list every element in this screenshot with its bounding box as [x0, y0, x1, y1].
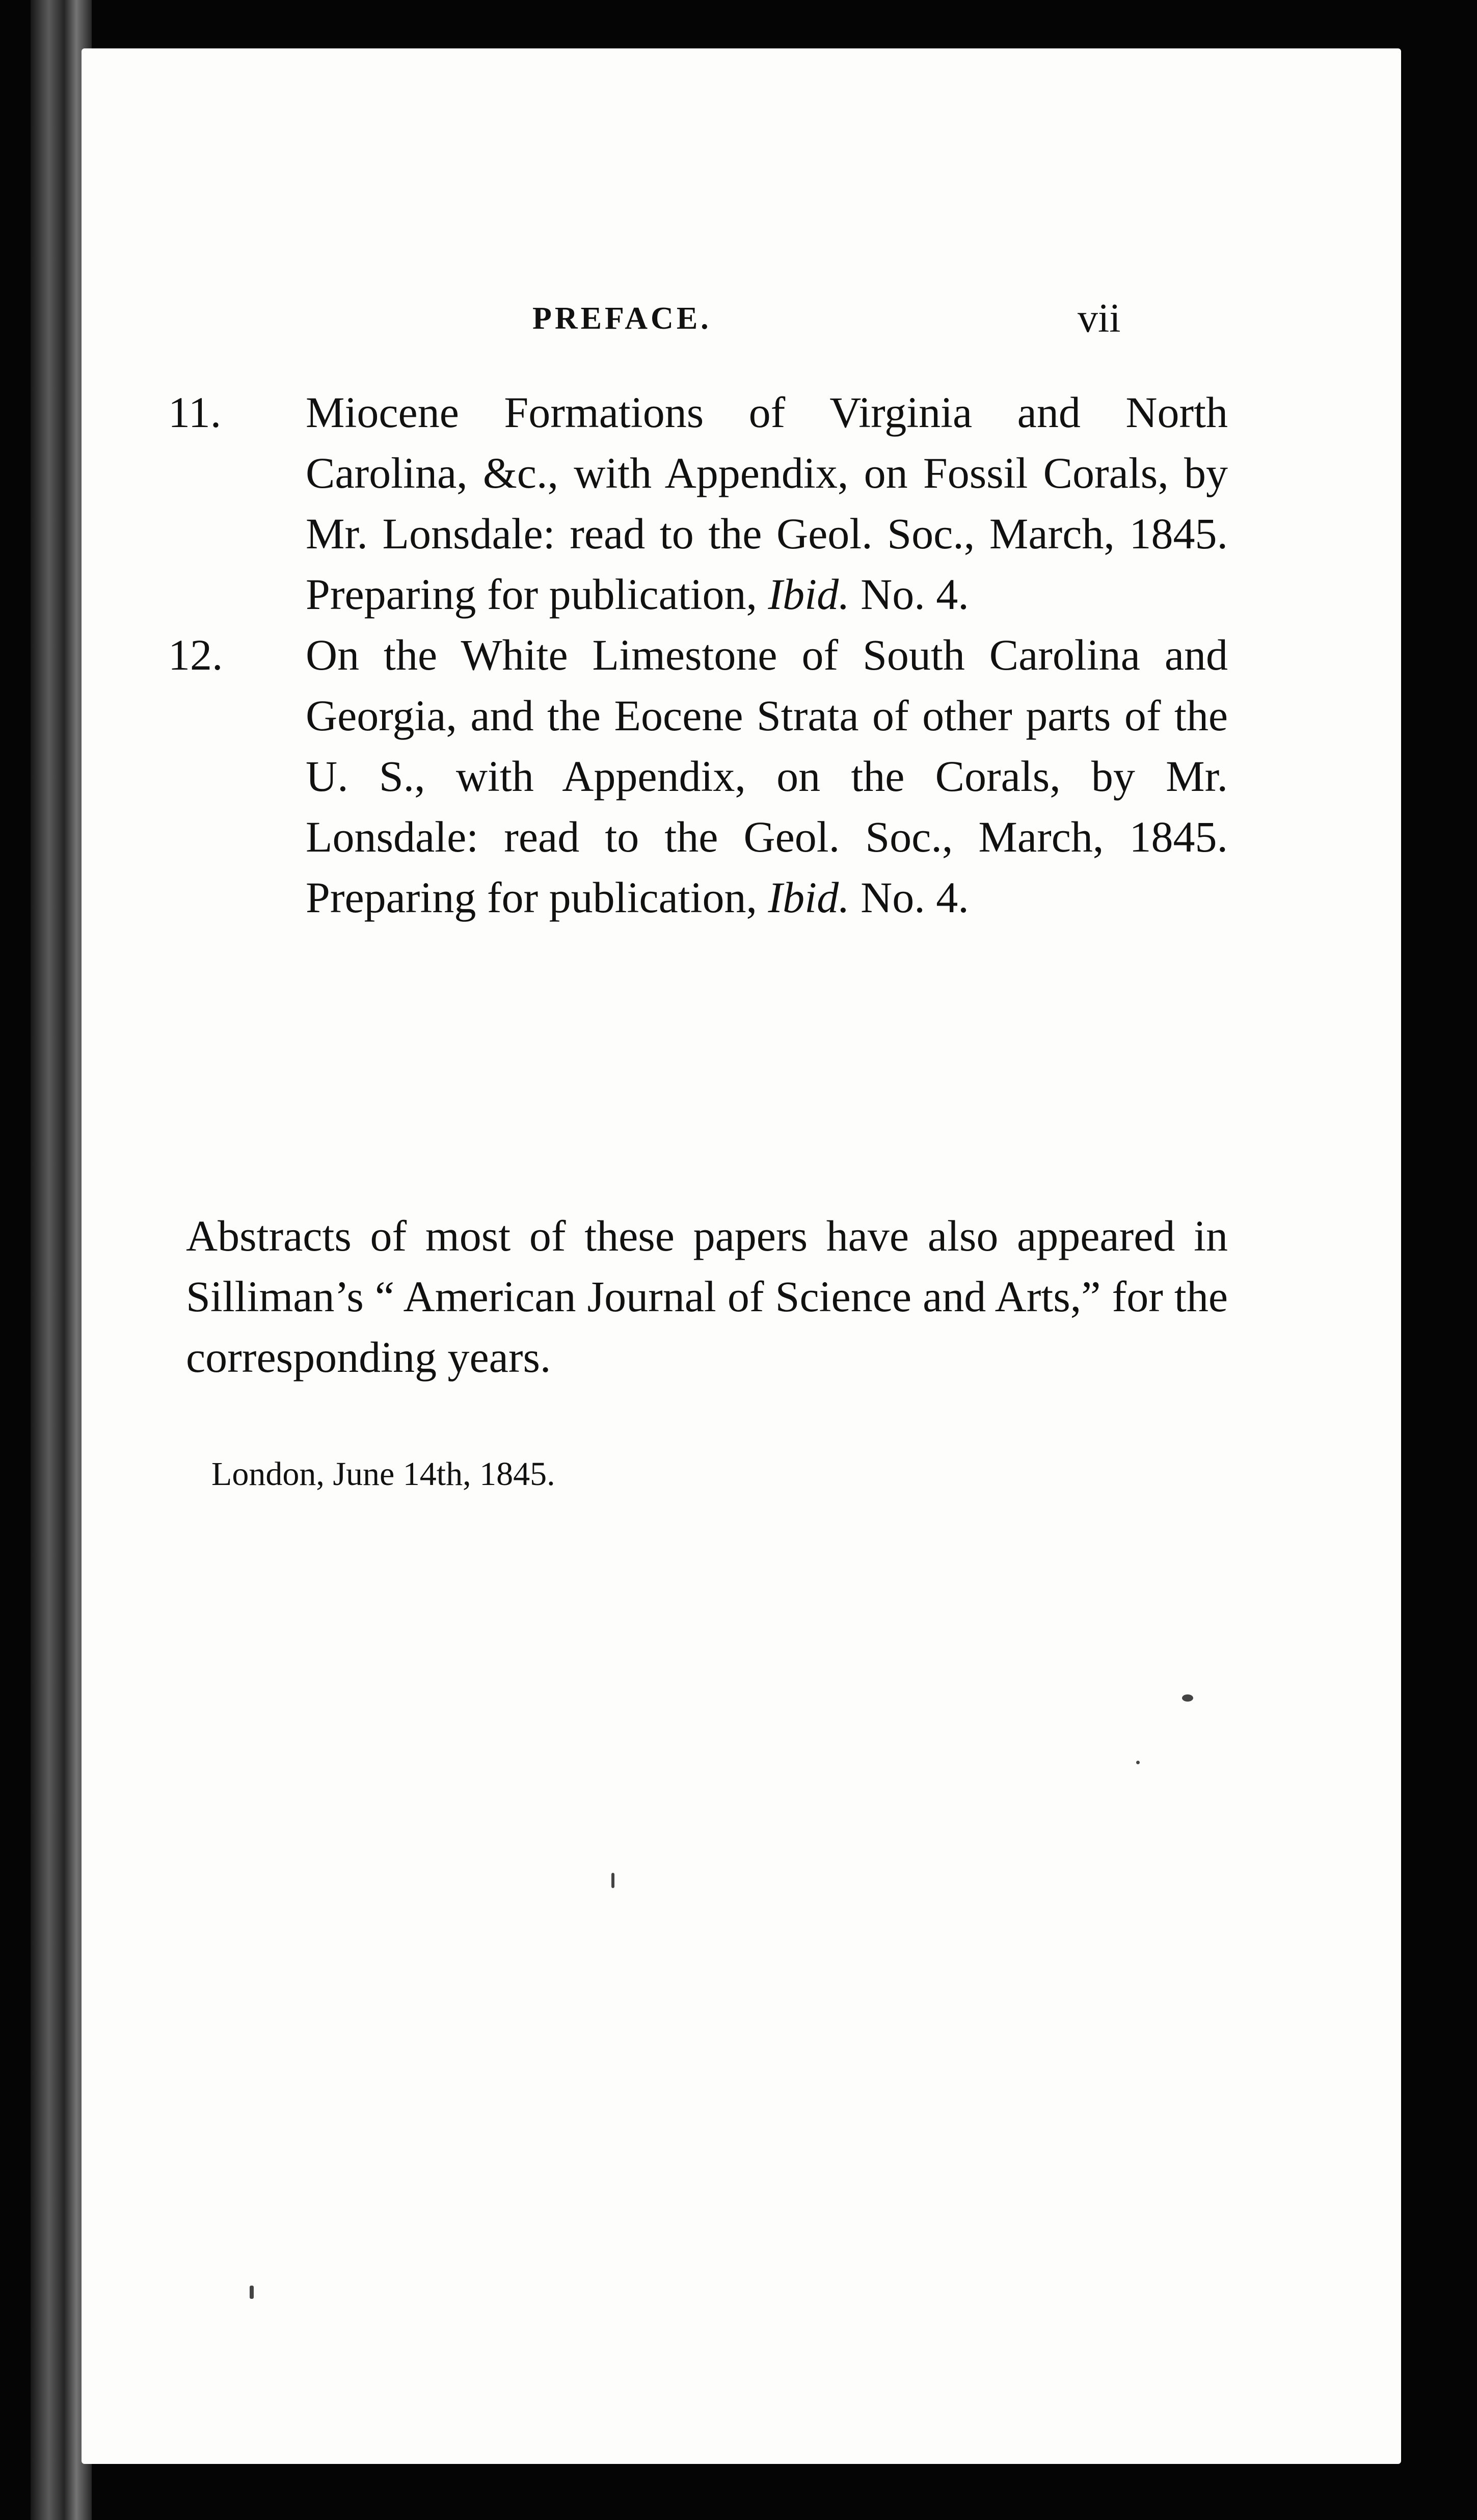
list-item-tail: No. 4. — [849, 570, 969, 619]
list-item-number: 11. — [168, 388, 222, 437]
list-item-ibid: Ibid. — [768, 570, 850, 619]
running-head — [82, 296, 1401, 357]
paper-speck — [1182, 1694, 1193, 1702]
paper-speck — [1136, 1761, 1140, 1764]
abstract-paragraph: Abstracts of most of these papers have also appeared in Silliman’s “ American Journal of Science and Arts,” for the corresponding years. — [186, 1211, 1228, 1382]
paper-speck — [250, 2286, 254, 2299]
place-date-signoff: London, June 14th, 1845. — [211, 1455, 555, 1493]
list-item-text — [306, 630, 1228, 922]
list-item-body: Miocene Formations of Virginia and North Carolina, &c., with Appendix, on Fossil Corals, by Mr. Lonsdale: read to the Geol. Soc., March, 1845. Preparing for publication, — [306, 388, 1228, 619]
paper-list — [168, 382, 1228, 928]
list-item-tail: No. 4. — [849, 873, 969, 922]
paper-speck — [611, 1873, 614, 1888]
list-item-text — [306, 388, 1228, 619]
list-item-body: On the White Limestone of South Carolina and Georgia, and the Eocene Strata of other parts of the U. S., with Appendix, on the Corals, by Mr. Lonsdale: read to the Geol. Soc., March, 1845. Preparing for publication, — [306, 630, 1228, 922]
list-item-ibid: Ibid. — [768, 873, 850, 922]
list-item-number: 12. — [168, 630, 223, 679]
page-number: vii — [1078, 296, 1121, 341]
list-item — [168, 625, 1228, 928]
list-item — [168, 382, 1228, 625]
book-page — [82, 48, 1401, 2464]
running-head-title: PREFACE. — [532, 301, 712, 336]
